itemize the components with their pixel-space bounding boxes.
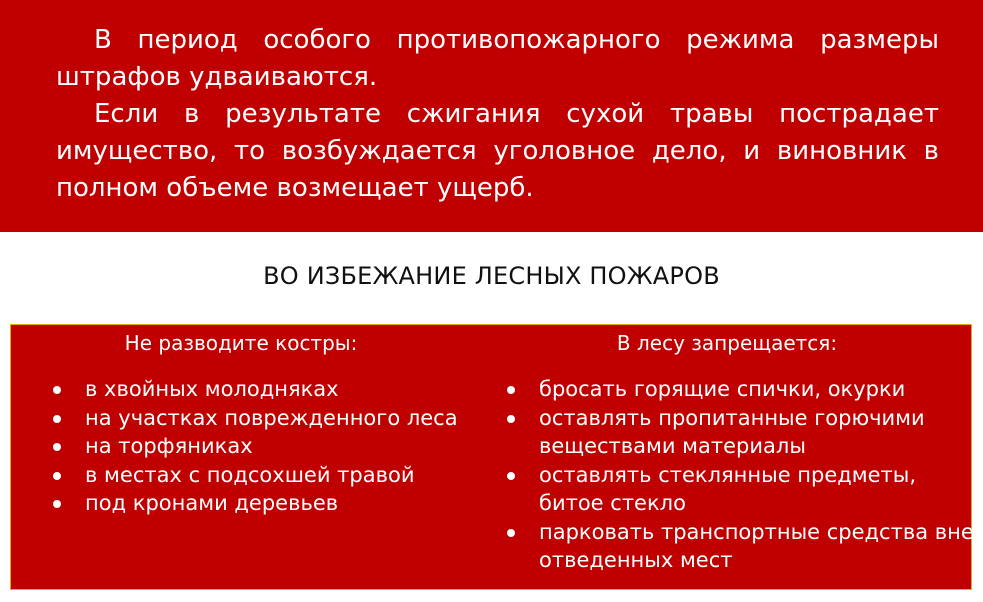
forest-prohibitions-title: В лесу запрещается: xyxy=(616,331,838,355)
bullet-icon xyxy=(507,386,515,394)
bullet-icon xyxy=(53,415,61,423)
bullet-icon xyxy=(53,472,61,480)
fine-warning-banner xyxy=(0,0,983,232)
list-item xyxy=(53,404,463,433)
list-item xyxy=(507,404,977,461)
section-heading: ВО ИЗБЕЖАНИЕ ЛЕСНЫХ ПОЖАРОВ xyxy=(263,262,720,290)
campfire-rules-list xyxy=(53,375,463,518)
bullet-icon xyxy=(53,386,61,394)
banner-paragraph-liability: Если в результате сжигания сухой травы пострадает имущество, то возбуждается уголовное дело, и виновник в полном объеме возмещает ущерб. xyxy=(56,99,939,203)
forest-prohibitions-column xyxy=(487,325,974,589)
rules-box xyxy=(10,324,972,590)
list-item-text: парковать транспортные средства вне отведенных мест xyxy=(539,519,974,572)
banner-paragraph-fines: В период особого противопожарного режима размеры штрафов удваиваются. xyxy=(56,25,939,92)
list-item xyxy=(53,461,463,490)
list-item xyxy=(507,461,977,518)
list-item-text: оставлять пропитанные горючими веществами материалы xyxy=(539,405,925,458)
list-item-text: бросать горящие спички, окурки xyxy=(539,377,906,401)
list-item-text: под кронами деревьев xyxy=(85,491,339,515)
list-item-text: в местах с подсохшей травой xyxy=(85,462,415,487)
bullet-icon xyxy=(53,500,61,508)
list-item xyxy=(53,375,463,404)
campfire-rules-column xyxy=(11,325,471,589)
list-item-text: на участках поврежденного леса xyxy=(85,405,458,430)
list-item xyxy=(507,375,977,404)
campfire-rules-title: Не разводите костры: xyxy=(124,331,358,355)
bullet-icon xyxy=(507,529,515,537)
bullet-icon xyxy=(507,415,515,423)
list-item-text: в хвойных молодняках xyxy=(85,377,339,401)
list-item xyxy=(507,518,977,575)
list-item-text: оставлять стеклянные предметы, битое стекло xyxy=(539,462,917,515)
list-item xyxy=(53,432,463,461)
forest-prohibitions-list xyxy=(507,375,977,575)
list-item-text: на торфяниках xyxy=(85,434,253,458)
bullet-icon xyxy=(507,472,515,480)
list-item xyxy=(53,489,463,518)
bullet-icon xyxy=(53,443,61,451)
